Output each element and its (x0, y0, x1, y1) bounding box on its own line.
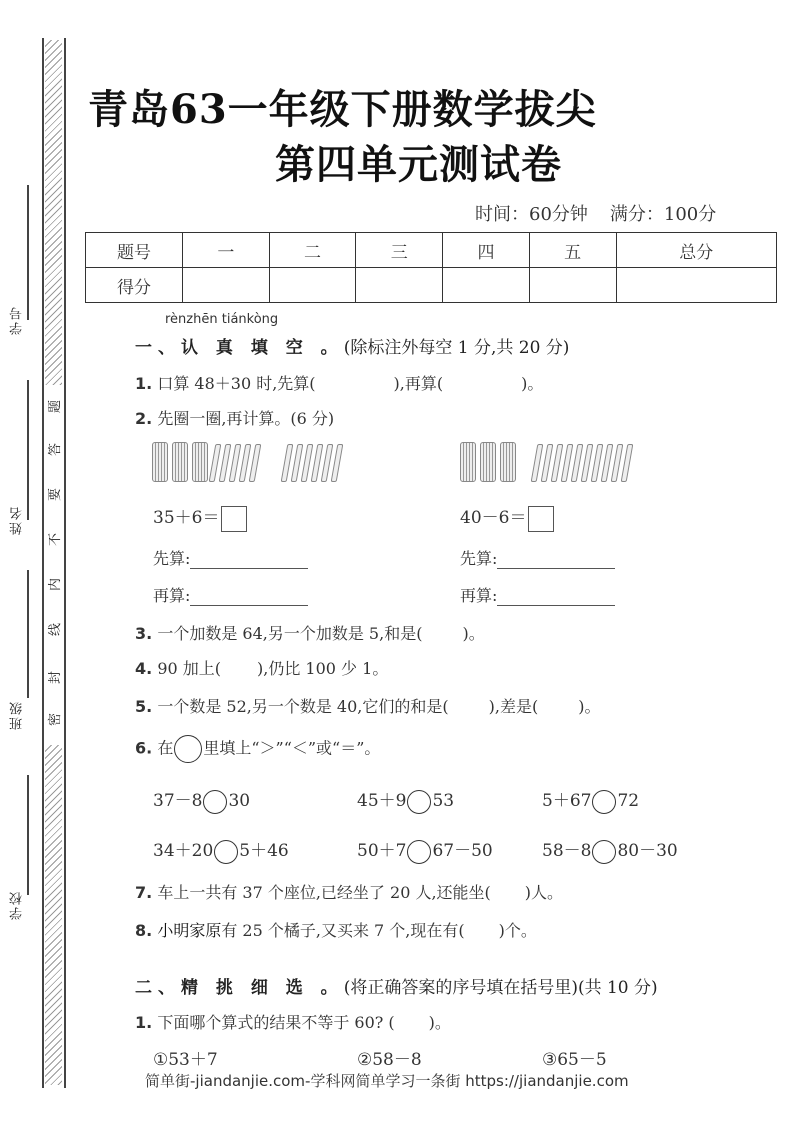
score-cell[interactable] (529, 268, 616, 303)
counting-sticks-right (460, 442, 632, 482)
table-cell: 二 (269, 233, 356, 268)
table-cell: 五 (529, 233, 616, 268)
stick-bundle-icon (192, 442, 208, 482)
question-text: 车上一共有 37 个座位,已经坐了 20 人,还能坐( (157, 883, 491, 902)
compare-left: 34＋20 (153, 841, 214, 861)
section1-title: 一、认 真 填 空 。 (135, 338, 344, 358)
score-cell[interactable] (616, 268, 776, 303)
step1-left (153, 546, 308, 569)
score-cell[interactable] (356, 268, 443, 303)
stick-bundle-icon (480, 442, 496, 482)
question-8 (135, 918, 537, 941)
question-text: 一个加数是 64,另一个加数是 5,和是( (157, 624, 423, 643)
exam-full-score: 满分：100分 (609, 204, 717, 225)
stick-bundle-icon (172, 442, 188, 482)
question-text: ),再算( (393, 374, 444, 393)
stick-bundle-icon (152, 442, 168, 482)
seal-char: 要 (48, 488, 63, 502)
question-text: 小明家原 (157, 921, 222, 940)
compare-circle[interactable] (407, 790, 431, 814)
question-text: 90 加上( (157, 659, 222, 678)
stick-icon (331, 444, 344, 482)
compare-right: 30 (228, 791, 251, 811)
question-6 (135, 735, 380, 763)
question-number: 1. (135, 1013, 153, 1032)
exam-time: 时间：60分钟 (475, 204, 588, 225)
section1-heading (135, 333, 569, 358)
compare-circle[interactable] (214, 840, 238, 864)
question-number: 3. (135, 624, 153, 643)
question-4 (135, 656, 388, 679)
margin-line-inner (64, 38, 66, 1088)
step-label: 先算: (153, 549, 191, 568)
comparison-item (542, 786, 639, 814)
step-label: 再算: (460, 586, 498, 605)
field-line-name[interactable] (27, 380, 29, 520)
table-cell: 三 (356, 233, 443, 268)
section2-title: 二、精 挑 细 选 。 (135, 978, 344, 998)
field-line-student-id[interactable] (27, 185, 29, 320)
table-cell: 总分 (616, 233, 776, 268)
question-text: 口算 48＋30 时,先算( (157, 374, 316, 393)
question-number: 4. (135, 659, 153, 678)
question-2 (135, 406, 334, 429)
circle-icon (174, 735, 202, 763)
comparison-item (357, 786, 454, 814)
seal-char: 答 (48, 443, 63, 457)
option-2: ②58－8 (357, 1050, 422, 1070)
question-number: 2. (135, 409, 153, 428)
compare-right: 72 (617, 791, 640, 811)
stick-icon (249, 444, 262, 482)
margin-line-outer (42, 38, 44, 1088)
question-text: ),仍比 100 少 1。 (257, 659, 389, 678)
comparison-item (153, 786, 250, 814)
answer-box[interactable] (528, 506, 554, 532)
label-student-id: 学号 (10, 305, 25, 335)
seal-char: 线 (48, 623, 63, 637)
equation-text: 40－6＝ (460, 508, 527, 528)
equation-text: 35＋6＝ (153, 508, 220, 528)
compare-right: 5＋46 (239, 841, 289, 861)
section2-heading (135, 973, 658, 998)
compare-circle[interactable] (592, 840, 616, 864)
compare-right: 80－30 (617, 841, 678, 861)
score-table-score-row (86, 268, 777, 303)
seal-char: 封 (48, 671, 63, 685)
question-text: )。 (462, 624, 485, 643)
question-text: )。 (578, 697, 601, 716)
question-number: 8. (135, 921, 153, 940)
section2-note: (将正确答案的序号填在括号里)(共 10 分) (343, 978, 658, 998)
question-text: 先圈一圈,再计算。(6 分) (157, 409, 335, 428)
answer-line[interactable] (190, 587, 308, 606)
seal-char: 不 (48, 533, 63, 547)
seal-char: 密 (48, 713, 63, 727)
step-label: 再算: (153, 586, 191, 605)
question-3 (135, 621, 485, 644)
comparison-item (153, 836, 289, 864)
question-text: 里填上“＞”“＜”或“＝”。 (203, 738, 381, 758)
question-text: )人。 (524, 883, 564, 902)
comparison-item (357, 836, 493, 864)
page-subtitle: 第四单元测试卷 (275, 141, 562, 188)
question-1 (135, 371, 543, 394)
compare-left: 45＋9 (357, 791, 407, 811)
question-text: )个。 (498, 921, 537, 940)
question-number: 7. (135, 883, 153, 902)
question-text: 下面哪个算式的结果不等于 60? ( (157, 1013, 395, 1032)
hatch-top (45, 40, 62, 385)
score-cell[interactable] (183, 268, 270, 303)
question-text: 一个数是 52,另一个数是 40,它们的和是( (157, 697, 449, 716)
seal-char: 题 (48, 400, 63, 414)
table-cell: 四 (443, 233, 530, 268)
compare-circle[interactable] (407, 840, 431, 864)
question-text: )。 (521, 374, 544, 393)
compare-circle[interactable] (592, 790, 616, 814)
question-7 (135, 880, 563, 903)
page-title: 青岛63一年级下册数学拔尖 (88, 86, 597, 133)
table-cell: 得分 (86, 268, 183, 303)
question-text: 有 25 个橘子,又买来 7 个,现在有( (221, 921, 465, 940)
question-number: 5. (135, 697, 153, 716)
compare-left: 58－8 (542, 841, 592, 861)
score-cell[interactable] (443, 268, 530, 303)
label-class: 班级 (10, 700, 25, 730)
answer-line[interactable] (190, 550, 308, 569)
section1-note: (除标注外每空 1 分,共 20 分) (343, 338, 570, 358)
field-line-class[interactable] (27, 570, 29, 698)
compare-left: 37－8 (153, 791, 203, 811)
section2-question-1 (135, 1010, 451, 1033)
equation-left (153, 503, 247, 532)
label-school: 学校 (10, 890, 25, 920)
score-table (85, 232, 777, 303)
question-number: 1. (135, 374, 153, 393)
compare-left: 50＋7 (357, 841, 407, 861)
table-cell: 题号 (86, 233, 183, 268)
compare-right: 67－50 (432, 841, 493, 861)
answer-box[interactable] (221, 506, 247, 532)
compare-circle[interactable] (203, 790, 227, 814)
question-text: ),差是( (488, 697, 539, 716)
section1-pinyin: rènzhēn tiánkòng (165, 312, 279, 327)
question-5 (135, 694, 600, 717)
stick-bundle-icon (460, 442, 476, 482)
field-line-school[interactable] (27, 775, 29, 895)
step-label: 先算: (460, 549, 498, 568)
seal-char: 内 (48, 578, 63, 592)
option-3: ③65－5 (542, 1050, 607, 1070)
stick-bundle-icon (500, 442, 516, 482)
score-table-header-row (86, 233, 777, 268)
counting-sticks-left (152, 442, 342, 482)
step1-right (460, 546, 615, 569)
score-cell[interactable] (269, 268, 356, 303)
step2-left (153, 583, 308, 606)
equation-right (460, 503, 554, 532)
compare-right: 53 (432, 791, 455, 811)
table-cell: 一 (183, 233, 270, 268)
hatch-bottom (45, 745, 62, 1085)
question-text: 在 (157, 738, 174, 758)
stick-icon (621, 444, 634, 482)
answer-line[interactable] (497, 550, 615, 569)
label-name: 姓名 (10, 505, 25, 535)
question-number: 6. (135, 738, 153, 758)
option-1: ①53＋7 (153, 1050, 218, 1070)
compare-left: 5＋67 (542, 791, 592, 811)
question-text: )。 (428, 1013, 451, 1032)
answer-line[interactable] (497, 587, 615, 606)
comparison-item (542, 836, 678, 864)
step2-right (460, 583, 615, 606)
footer-watermark: 简单街-jiandanjie.com-学科网简单学习一条街 https://jiandanjie.com (145, 1072, 629, 1090)
exam-meta (475, 200, 716, 226)
